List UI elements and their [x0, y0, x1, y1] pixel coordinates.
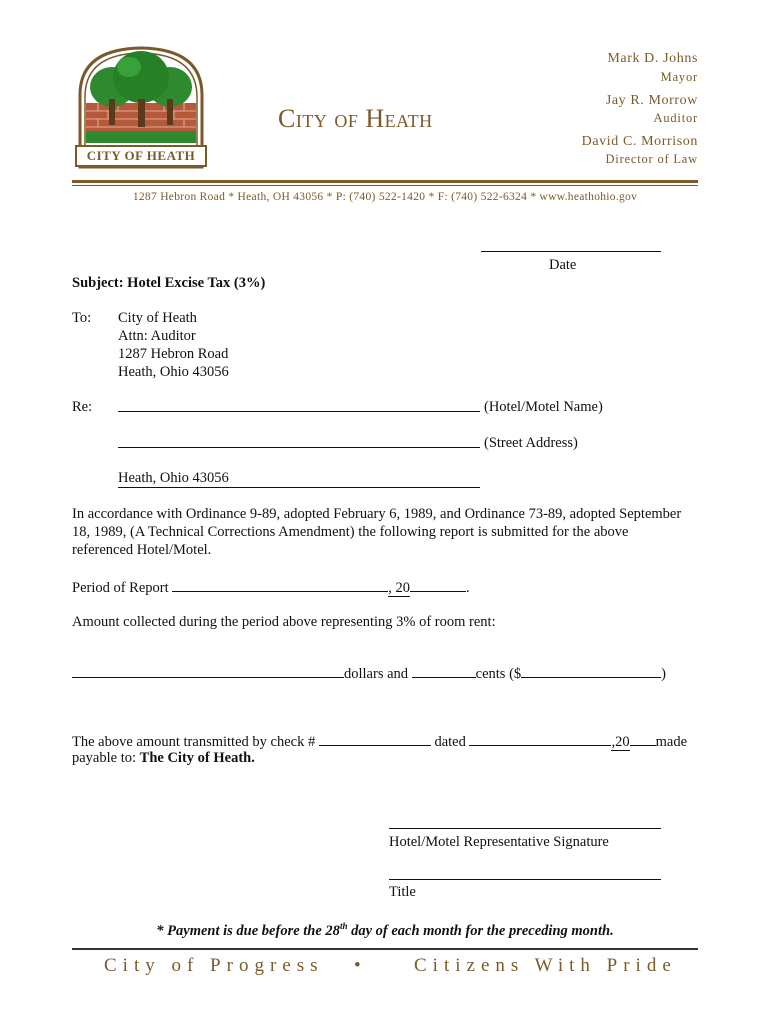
motto-right: Citizens With Pride — [414, 955, 677, 976]
auditor-name: Jay R. Morrow — [605, 93, 698, 108]
check-year-field[interactable] — [630, 731, 656, 746]
city-state-zip: Heath, Ohio 43056 — [118, 469, 480, 488]
date-label: Date — [549, 257, 577, 273]
ordinance-line: 18, 1989, (A Technical Corrections Amendment) the following report is submitted for the above — [72, 524, 629, 540]
street-address-field[interactable] — [118, 447, 480, 448]
street-address-label: (Street Address) — [484, 435, 578, 451]
footer-rule — [72, 948, 698, 950]
dollars-and-label: dollars and — [344, 666, 409, 682]
to-address-block — [118, 309, 229, 381]
hotel-name-field[interactable] — [118, 411, 480, 412]
mayor-title: Mayor — [660, 70, 698, 84]
payable-label: payable to: — [72, 750, 140, 766]
ordinance-line: referenced Hotel/Motel. — [72, 542, 212, 558]
date-field[interactable] — [481, 251, 661, 252]
to-line: Heath, Ohio 43056 — [118, 364, 229, 380]
period-end: . — [466, 580, 470, 596]
period-year-prefix: , 20 — [388, 580, 411, 596]
auditor-title: Auditor — [653, 111, 698, 125]
notice-sup: th — [339, 921, 348, 931]
logo-text: CITY OF HEATH — [86, 148, 196, 163]
dated-label: dated — [434, 734, 466, 750]
payable-line — [72, 749, 255, 767]
motto-left: City of Progress — [104, 955, 324, 976]
period-label: Period of Report — [72, 580, 169, 596]
director-name: David C. Morrison — [581, 134, 698, 149]
made-label: made — [655, 734, 688, 750]
to-label: To: — [72, 310, 92, 326]
ordinance-line: In accordance with Ordinance 9-89, adopted February 6, 1989, and Ordinance 73-89, adopted September — [72, 506, 682, 522]
subject-line: Subject: Hotel Excise Tax (3%) — [72, 275, 266, 291]
period-field[interactable] — [172, 577, 388, 592]
check-number-field[interactable] — [319, 731, 431, 746]
cents-field[interactable] — [412, 663, 476, 678]
cents-open-label: cents ($ — [475, 666, 522, 682]
payment-due-notice — [72, 917, 698, 940]
re-label: Re: — [72, 399, 93, 415]
city-title: City of Heath — [278, 104, 433, 133]
notice-post: day of each month for the preceding month. — [347, 922, 614, 939]
city-seal-logo — [74, 45, 208, 169]
amount-row — [72, 663, 666, 683]
motto-bullet: • — [354, 955, 361, 976]
signature-field[interactable] — [389, 828, 661, 829]
hotel-name-label: (Hotel/Motel Name) — [484, 399, 603, 415]
check-row — [72, 731, 687, 751]
ordinance-paragraph — [72, 505, 702, 559]
cents-close-label: ) — [661, 666, 666, 682]
payable-entity: The City of Heath. — [139, 750, 255, 766]
header-rule — [72, 180, 698, 183]
notice-pre: * Payment is due before the 28 — [156, 922, 340, 939]
period-year-field[interactable] — [410, 577, 466, 592]
check-date-field[interactable] — [469, 731, 611, 746]
address-line: 1287 Hebron Road * Heath, OH 43056 * P: (740) 522-1420 * F: (740) 522-6324 * www.heathohio.gov — [132, 191, 638, 203]
check-prefix: The above amount transmitted by check # — [72, 734, 316, 750]
signature-label: Hotel/Motel Representative Signature — [389, 834, 609, 850]
amount-collected-text: Amount collected during the period above representing 3% of room rent: — [72, 614, 496, 630]
period-of-report-row — [72, 577, 470, 597]
to-line: City of Heath — [118, 310, 197, 326]
dollars-field[interactable] — [72, 663, 344, 678]
header-rule-thin — [72, 185, 698, 186]
title-field[interactable] — [389, 879, 661, 880]
to-line: Attn: Auditor — [118, 328, 196, 344]
check-year-prefix: ,20 — [611, 734, 630, 750]
to-line: 1287 Hebron Road — [118, 346, 229, 362]
mayor-name: Mark D. Johns — [607, 51, 698, 66]
title-label: Title — [389, 884, 416, 900]
amount-numeric-field[interactable] — [521, 663, 661, 678]
director-title: Director of Law — [605, 152, 698, 166]
